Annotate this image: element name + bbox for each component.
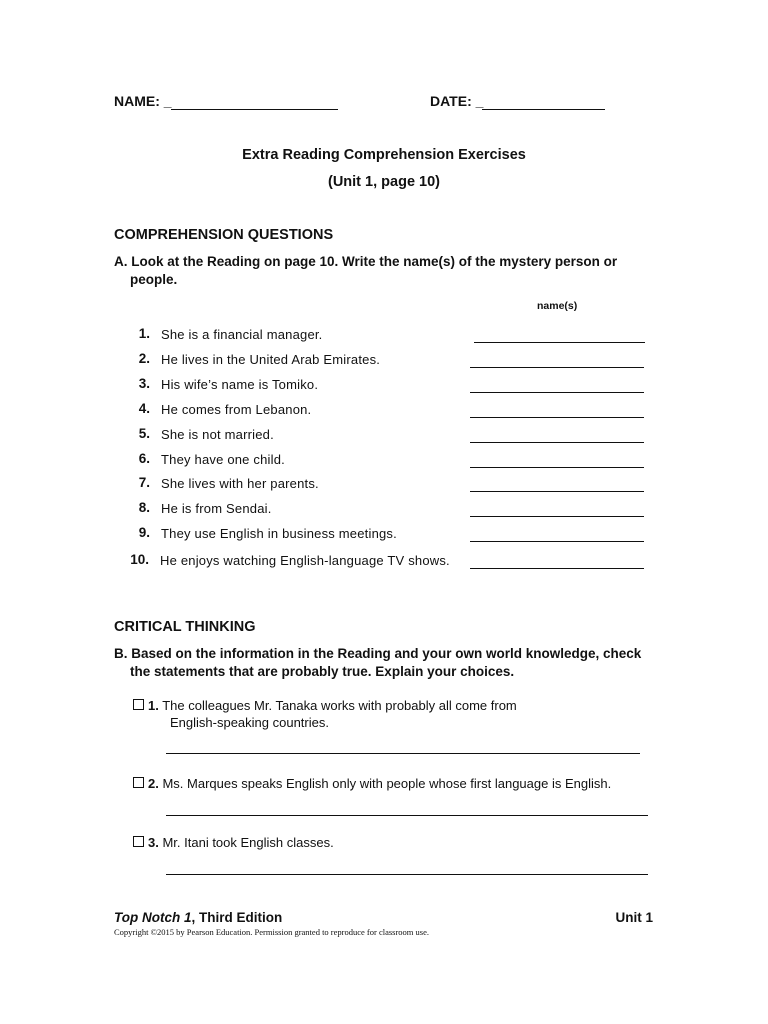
checkbox[interactable] [133, 699, 144, 710]
answer-blank[interactable] [474, 342, 645, 343]
footer-unit: Unit 1 [615, 910, 653, 925]
comprehension-instruction [114, 253, 617, 289]
answer-blank[interactable] [470, 491, 644, 492]
question-text: They use English in business meetings. [161, 526, 397, 541]
question-text: She lives with her parents. [161, 476, 319, 491]
instruction-line: the statements that are probably true. Explain your choices. [130, 664, 515, 679]
answer-blank[interactable] [470, 467, 644, 468]
critical-thinking-heading: CRITICAL THINKING [114, 619, 256, 635]
question-text: He enjoys watching English-language TV shows. [160, 553, 450, 568]
names-column-header: name(s) [537, 300, 578, 312]
statement-item-1 [133, 697, 517, 731]
question-text: He comes from Lebanon. [161, 402, 312, 417]
question-text: She is a financial manager. [161, 327, 323, 342]
answer-blank[interactable] [470, 367, 644, 368]
book-title: Top Notch 1 [114, 910, 192, 925]
instruction-line: A. Look at the Reading on page 10. Write the name(s) of the mystery person or [114, 254, 618, 269]
checkbox[interactable] [133, 836, 144, 847]
question-number: 4. [138, 401, 150, 416]
instruction-line: B. Based on the information in the Reading and your own world knowledge, check [114, 646, 642, 661]
page-subtitle: (Unit 1, page 10) [328, 174, 440, 190]
answer-blank[interactable] [470, 442, 644, 443]
answer-blank[interactable] [470, 392, 644, 393]
question-text: His wife’s name is Tomiko. [161, 377, 319, 392]
question-text: He lives in the United Arab Emirates. [161, 352, 381, 367]
statement-number: 3. [148, 835, 159, 850]
question-number: 3. [138, 376, 150, 391]
question-text: He is from Sendai. [161, 501, 272, 516]
answer-blank[interactable] [470, 568, 644, 569]
date-blank-line[interactable] [482, 109, 605, 110]
answer-line-1[interactable] [166, 753, 640, 754]
name-field-label: NAME: _ [114, 93, 172, 109]
question-number: 10. [130, 552, 149, 567]
comprehension-heading: COMPREHENSION QUESTIONS [114, 227, 334, 243]
answer-blank[interactable] [470, 516, 644, 517]
answer-blank[interactable] [470, 417, 644, 418]
footer-book-title [114, 910, 282, 925]
book-edition: , Third Edition [191, 910, 283, 925]
checkbox[interactable] [133, 777, 144, 788]
question-number: 9. [138, 525, 150, 540]
statement-number: 2. [148, 776, 159, 791]
statement-text: English-speaking countries. [170, 715, 329, 730]
question-number: 2. [138, 351, 150, 366]
instruction-line: people. [130, 272, 178, 287]
question-number: 7. [138, 475, 150, 490]
statement-text: Ms. Marques speaks English only with people whose first language is English. [162, 776, 612, 791]
answer-line-2[interactable] [166, 815, 648, 816]
answer-blank[interactable] [470, 541, 644, 542]
statement-item-2 [133, 775, 611, 792]
answer-line-3[interactable] [166, 874, 648, 875]
copyright-notice: Copyright ©2015 by Pearson Education. Permission granted to reproduce for classroom use. [114, 927, 429, 937]
statement-text: Mr. Itani took English classes. [162, 835, 334, 850]
statement-text: The colleagues Mr. Tanaka works with probably all come from [162, 698, 517, 713]
page-title: Extra Reading Comprehension Exercises [242, 147, 526, 163]
question-number: 5. [138, 426, 150, 441]
statement-number: 1. [148, 698, 159, 713]
question-number: 1. [138, 326, 150, 341]
question-text: They have one child. [161, 452, 285, 467]
statement-item-3 [133, 834, 334, 851]
question-text: She is not married. [161, 427, 274, 442]
date-field-label: DATE: _ [430, 93, 484, 109]
critical-instruction [114, 645, 641, 681]
question-number: 6. [138, 451, 150, 466]
name-blank-line[interactable] [171, 109, 338, 110]
question-number: 8. [138, 500, 150, 515]
